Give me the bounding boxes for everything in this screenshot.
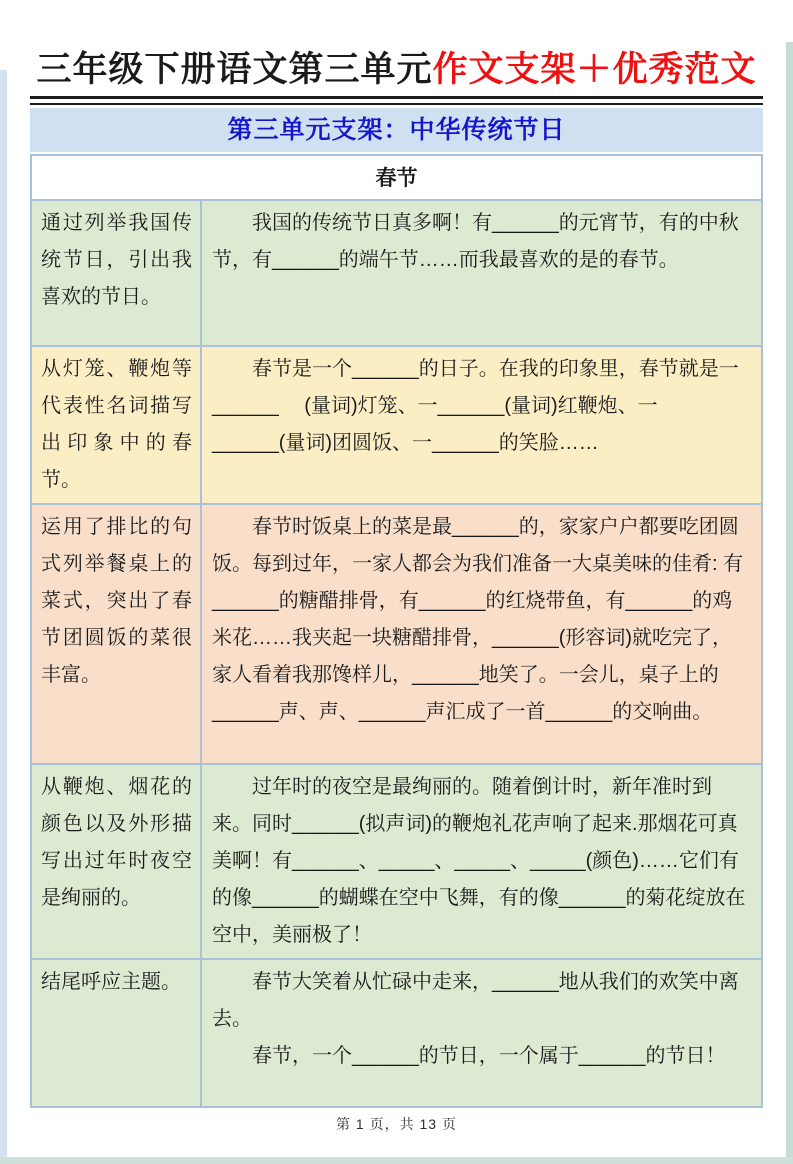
hint-cell: 运用了排比的句式列举餐桌上的菜式，突出了春节团圆饭的菜很丰富。 [32, 505, 202, 763]
unit-banner: 第三单元支架：中华传统节日 [30, 108, 763, 152]
title-divider [30, 96, 763, 105]
page-edge-bottom [0, 1157, 793, 1164]
content-paragraph: 春节时饭桌上的菜是最______的，家家户户都要吃团圆饭。每到过年，一家人都会为我们准备一大桌美味的佳肴: 有______的糖醋排骨，有______的红烧带鱼，有______的鸡米花……我夹起一块糖醋排骨，______(形容词)就吃完了，家人看着我那馋样儿，______地笑了。一会儿，桌子上的______声、声、______声汇成了一首______的交响曲。 [212, 516, 744, 723]
page-edge-right [786, 42, 793, 1164]
content-cell [202, 960, 761, 1106]
content-cell [202, 505, 761, 763]
table-header-festival: 春节 [32, 156, 761, 199]
hint-cell: 从鞭炮、烟花的颜色以及外形描写出过年时夜空是绚丽的。 [32, 765, 202, 958]
hint-cell: 通过列举我国传统节日，引出我喜欢的节日。 [32, 201, 202, 345]
page-title-black: 三年级下册语文第三单元 [36, 50, 433, 89]
page-edge-left [0, 70, 7, 1164]
table-row [32, 503, 761, 763]
page-title-red: 作文支架＋优秀范文 [432, 50, 757, 89]
content-paragraph: 春节大笑着从忙碌中走来，______地从我们的欢笑中离去。 [212, 971, 739, 1030]
content-paragraph: 春节是一个______的日子。在我的印象里，春节就是一______ (量词)灯笼、一______(量词)红鞭炮、一______(量词)团圆饭、一______的笑脸…… [212, 358, 739, 454]
content-paragraph: 过年时的夜空是最绚丽的。随着倒计时，新年准时到来。同时______(拟声词)的鞭炮礼花声响了起来.那烟花可真美啊！有______、_____、_____、_____(颜色)……它们有的像______的蝴蝶在空中飞舞，有的像______的菊花绽放在空中，美丽极了！ [212, 776, 746, 946]
content-cell [202, 347, 761, 503]
table-row [32, 958, 761, 1106]
table-row [32, 345, 761, 503]
page-number: 第 1 页，共 13 页 [336, 1116, 457, 1132]
content-paragraph: 我国的传统节日真多啊！有______的元宵节，有的中秋节，有______的端午节……而我最喜欢的是的春节。 [212, 212, 739, 271]
page-title [28, 42, 765, 92]
content-paragraph: 春节，一个______的节日，一个属于______的节日！ [252, 1045, 726, 1067]
scaffold-table [30, 154, 763, 1108]
hint-cell: 从灯笼、鞭炮等代表性名词描写出印象中的春节。 [32, 347, 202, 503]
table-row [32, 763, 761, 958]
hint-cell: 结尾呼应主题。 [32, 960, 202, 1106]
content-cell [202, 201, 761, 345]
content-cell [202, 765, 761, 958]
table-header-row [32, 156, 761, 199]
table-row [32, 199, 761, 345]
